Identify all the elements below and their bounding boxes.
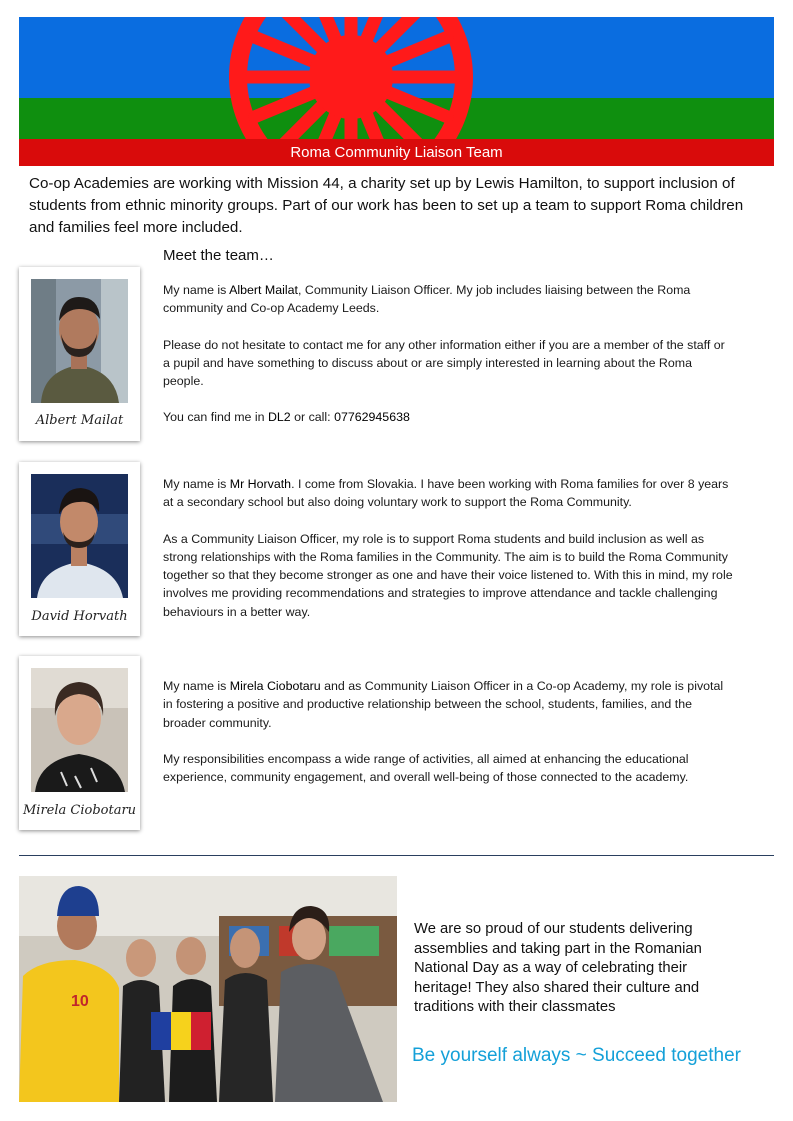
card-caption: Albert Mailat [35, 413, 124, 428]
card-caption: Mirela Ciobotaru [22, 803, 137, 818]
albert-portrait-photo [31, 279, 128, 403]
bio-text: and as Community Liaison Officer in a Co-op Academy, my role is pivotal in fostering a positive and productive relationship between the school, students, families, and the broader community. [163, 679, 724, 730]
room-number: DL2 [267, 410, 291, 425]
celebration-paragraph: We are so proud of our students delivering assemblies and taking part in the Romanian National Day as a way of celebrating their heritage! They also shared their culture and traditions with their classmates [414, 921, 702, 1015]
school-motto: Be yourself always ~ Succeed together [412, 1045, 741, 1066]
roma-chakra-wheel-icon [19, 17, 774, 139]
students-group-photo [19, 876, 397, 1102]
bio-text: or call: [290, 410, 335, 425]
person-name: Mr Horvath [229, 477, 292, 491]
bio-text: My name is [163, 283, 230, 297]
bio-text: My name is [163, 477, 230, 491]
phone-number: 07762945638 [334, 410, 410, 425]
david-portrait-photo [31, 474, 128, 598]
bio-text: You can find me in [163, 410, 268, 425]
team-card-albert [19, 267, 140, 441]
bio-paragraph [163, 281, 733, 318]
banner-title: Roma Community Liaison Team [19, 139, 774, 166]
person-name: Mirela Ciobotaru [229, 679, 321, 693]
team-card-david [19, 462, 140, 636]
team-card-mirela [19, 656, 140, 830]
bio-albert [163, 281, 733, 445]
bio-paragraph [163, 475, 733, 512]
person-name: Albert Mailat [229, 283, 298, 297]
bio-text: . I come from Slovakia. I have been working with Roma families for over 8 years at a secondary school but also doing voluntary work to support the Roma Community. [163, 477, 729, 510]
bio-paragraph: Please do not hesitate to contact me for any other information either if you are a member of the staff or a pupil and have something to discuss about or are simply interested in learning about the Roma people. [163, 337, 725, 389]
bio-paragraph: My responsibilities encompass a wide range of activities, all aimed at enhancing the educational experience, community engagement, and overall well-being of those connected to the academy. [163, 751, 689, 785]
bio-paragraph: As a Community Liaison Officer, my role is to support Roma students and build inclusion as well as strong relationships with the Roma families in the Community. The aim is to build the Roma Community together so that they become stronger as one and have their voice listened to. With this in mind, my role involves me providing recommendations and strategies to improve attendance and tackle challenging behaviours in a better way. [163, 531, 733, 619]
section-divider [19, 855, 774, 856]
intro-paragraph: Co-op Academies are working with Mission 44, a charity set up by Lewis Hamilton, to support inclusion of students from ethnic minority groups. Part of our work has been to set up a team to support Roma children and families feel more included. [29, 175, 744, 236]
bio-david [163, 475, 733, 639]
bio-text: My name is [163, 679, 230, 693]
bio-contact [163, 408, 733, 426]
jersey-number: 10 [71, 993, 89, 1010]
meet-the-team-heading: Meet the team… [163, 247, 274, 264]
roma-flag-header [19, 17, 774, 139]
mirela-portrait-photo [31, 668, 128, 792]
bio-paragraph [163, 677, 733, 732]
bio-mirela [163, 677, 733, 804]
card-caption: David Horvath [31, 609, 128, 624]
wheel-hub [309, 35, 393, 119]
bio-text: , Community Liaison Officer. My job includes liaising between the Roma community and Co-op Academy Leeds. [163, 283, 691, 316]
